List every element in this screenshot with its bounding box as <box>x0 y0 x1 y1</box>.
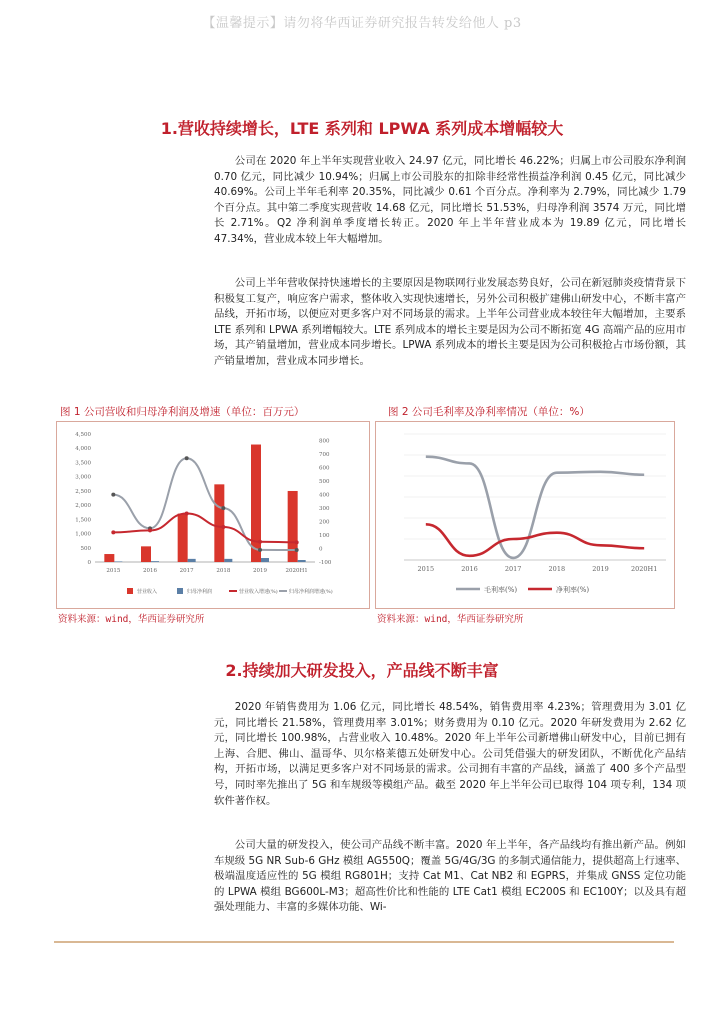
bar-net-profit <box>114 561 122 562</box>
figure1-source: 资料来源：wind，华西证券研究所 <box>58 614 205 625</box>
figure2-box <box>375 421 675 609</box>
figure2-source: 资料来源：wind，华西证券研究所 <box>377 614 524 625</box>
section2-title: 2.持续加大研发投入，产品线不断丰富 <box>225 661 499 680</box>
legend-label: 归母净利润 <box>187 589 213 595</box>
bar-net-profit <box>224 559 232 562</box>
x-tick-label: 2015 <box>106 568 121 574</box>
y-right-tick-label: 300 <box>319 506 330 513</box>
y-left-tick-label: 500 <box>80 545 91 552</box>
figure2-chart <box>376 422 674 608</box>
y-left-tick-label: 1,000 <box>75 531 91 538</box>
point-profit-growth <box>295 548 299 552</box>
y-right-tick-label: 100 <box>319 533 330 540</box>
y-left-tick-label: 3,500 <box>75 460 91 467</box>
section1-title: 1.营收持续增长，LTE 系列和 LPWA 系列成本增幅较大 <box>160 119 564 138</box>
y-right-tick-label: 400 <box>319 492 330 499</box>
line-net-margin <box>426 524 644 556</box>
y-left-tick-label: 2,500 <box>75 488 91 495</box>
y-left-tick-label: 4,000 <box>75 446 91 453</box>
point-revenue-growth <box>148 528 152 532</box>
legend-label-net: 净利率(%) <box>556 586 590 594</box>
figure1-chart <box>57 422 369 608</box>
y-right-tick-label: 0 <box>319 546 323 553</box>
x-tick-label: 2020H1 <box>630 565 658 573</box>
line-revenue-growth <box>113 513 296 542</box>
y-left-tick-label: 4,500 <box>75 432 91 438</box>
x-tick-label: 2016 <box>461 565 478 573</box>
y-right-tick-label: 800 <box>319 438 330 445</box>
y-right-tick-label: -100 <box>319 560 332 566</box>
y-right-tick-label: 500 <box>319 479 330 486</box>
point-revenue-growth <box>185 511 189 515</box>
figure2-title: 图 2 公司毛利率及净利率情况（单位：%） <box>388 406 590 418</box>
watermark: 【温馨提示】请勿将华西证券研究报告转发给他人 p3 <box>202 16 522 31</box>
bar-net-profit <box>298 560 306 562</box>
x-tick-label: 2019 <box>592 565 609 573</box>
y-left-tick-label: 1,500 <box>75 517 91 524</box>
x-tick-label: 2018 <box>548 565 566 573</box>
footer-divider <box>54 941 674 943</box>
x-tick-label: 2015 <box>417 565 435 573</box>
section2-paragraph-2: 公司大量的研发投入，使公司产品线不断丰富。2020 年上半年，各产品线均有推出新产品。例如车规级 5G NR Sub-6 GHz 模组 AG550Q；覆盖 5G/4G/3G 的多制式通信能力，提供超高上行速率、极端温度适应性的 5G 模组 RG801H；支持 Cat M1、Cat NB2 和 EGPRS，并集成 GNSS 定位功能的 LPWA 模组 BG600L-M3；超高性价比和性能的 LTE Cat1 模组 EC200S 和 EC100Y；以及具有超强处理能力、丰富的多媒体功能、Wi- <box>214 839 686 914</box>
figure1-box <box>56 421 370 609</box>
x-tick-label: 2016 <box>143 568 157 574</box>
point-profit-growth <box>111 493 115 497</box>
legend-swatch <box>177 588 183 594</box>
x-tick-label: 2017 <box>179 568 194 574</box>
legend-label: 归母净利润增速(%) <box>289 589 333 595</box>
bar-revenue <box>214 484 224 562</box>
bar-revenue <box>104 554 114 562</box>
bar-revenue <box>141 546 151 562</box>
y-left-tick-label: 0 <box>87 560 91 566</box>
legend-label: 营业收入增速(%) <box>239 589 278 595</box>
point-revenue-growth <box>111 530 115 534</box>
y-right-tick-label: 600 <box>319 465 330 472</box>
legend-swatch <box>127 588 133 594</box>
bar-net-profit <box>261 558 269 562</box>
x-tick-label: 2017 <box>504 565 522 573</box>
section1-paragraph-2: 公司上半年营收保持快速增长的主要原因是物联网行业发展态势良好，公司在新冠肺炎疫情背景下积极复工复产，响应客户需求，整体收入实现快速增长，另外公司积极扩建佛山研发中心，不断丰富产品线，开拓市场，以便应对更多客户对不同场景的需求。上半年公司营业成本较往年大幅增加，主要系 LTE 系列和 LPWA 系列增幅较大。LTE 系列成本的增长主要是因为公司不断拓宽 4G 高端产品的应用市场，其产销量增加，营业成本同步增长。LPWA 系列成本的增长主要是因为公司积极抢占市场份额，其产销量增加，营业成本同步增长。 <box>214 277 686 367</box>
bar-revenue <box>251 445 261 562</box>
legend-label-gross: 毛利率(%) <box>484 586 518 594</box>
point-profit-growth <box>185 456 189 460</box>
x-tick-label: 2020H1 <box>285 568 308 574</box>
section1-paragraph-1: 公司在 2020 年上半年实现营业收入 24.97 亿元，同比增长 46.22%；归属上市公司股东净利润 0.70 亿元，同比减少 10.94%；归属上市公司股东的扣除非经常性损益净利润 0.45 亿元，同比减少 40.69%。公司上半年毛利率 20.35%，同比减少 0.61 个百分点。净利率为 2.79%，同比减少 1.79 个百分点。其中第二季度实现营收 14.68 亿元，同比增长 51.53%，归母净利润 3574 万元，同比增长 2.71%。Q2 净利润单季度增长转正。2020 年上半年营业成本为 19.89 亿元，同比增长 47.34%，营业成本较上年大幅增加。 <box>214 155 686 245</box>
point-revenue-growth <box>221 525 225 529</box>
figure1-title: 图 1 公司营收和归母净利润及增速（单位：百万元） <box>60 406 305 418</box>
x-tick-label: 2018 <box>216 568 231 574</box>
bar-net-profit <box>151 561 159 562</box>
y-left-tick-label: 2,000 <box>75 503 91 510</box>
point-revenue-growth <box>258 540 262 544</box>
legend-label: 营业收入 <box>137 589 158 595</box>
line-gross-margin <box>426 457 644 558</box>
line-profit-growth <box>113 458 296 550</box>
bar-revenue <box>178 514 188 562</box>
point-revenue-growth <box>295 540 299 544</box>
x-tick-label: 2019 <box>253 568 267 574</box>
section2-paragraph-1: 2020 年销售费用为 1.06 亿元，同比增长 48.54%，销售费用率 4.23%；管理费用为 3.01 亿元，同比增长 21.58%，管理费用率 3.01%；财务费用为 0.10 亿元。2020 年研发费用为 2.62 亿元，同比增长 100.98%，占营业收入 10.48%。2020 年上半年公司新增佛山研发中心，目前已拥有上海、合肥、佛山、温哥华、贝尔格莱德五处研发中心。公司凭借强大的研发团队，不断优化产品结构，开拓市场，以满足更多客户对不同场景的需求。公司拥有丰富的产品线，涵盖了 400 多个产品型号，同时率先推出了 5G 和车规级等模组产品。截至 2020 年上半年公司已取得 104 项专利，134 项软件著作权。 <box>214 701 686 807</box>
y-left-tick-label: 3,000 <box>75 474 91 481</box>
bar-net-profit <box>188 559 196 562</box>
y-right-tick-label: 200 <box>319 519 330 526</box>
y-right-tick-label: 700 <box>319 452 330 459</box>
point-profit-growth <box>221 506 225 510</box>
point-profit-growth <box>258 548 262 552</box>
